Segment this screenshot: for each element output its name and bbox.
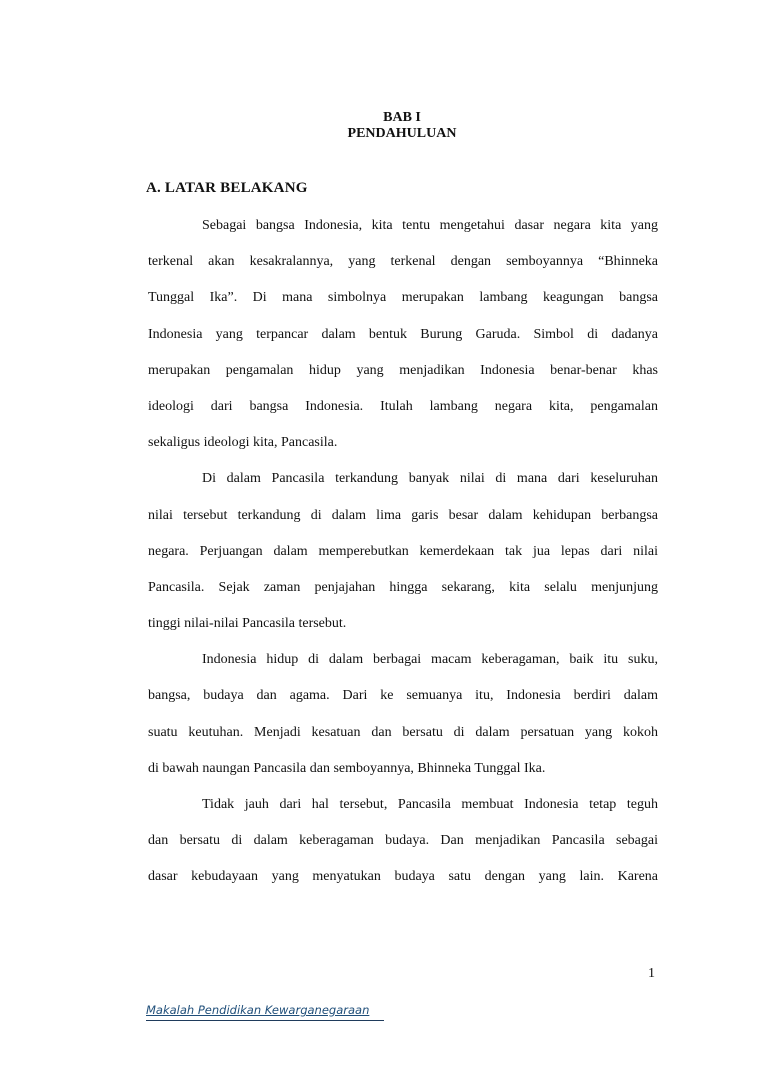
footer-text: Makalah Pendidikan Kewarganegaraan [146, 1003, 370, 1017]
line-text: Di dalam Pancasila terkandung banyak nilai di mana dari keseluruhan [202, 471, 658, 487]
line-text: Indonesia hidup di dalam berbagai macam keberagaman, baik itu suku, [202, 652, 658, 668]
line-text: dan bersatu di dalam keberagaman budaya. Dan menjadikan Pancasila sebagai [148, 833, 658, 849]
paragraph-line [148, 723, 658, 759]
paragraph-line [148, 469, 658, 505]
line-text: Indonesia yang terpancar dalam bentuk Burung Garuda. Simbol di dadanya [148, 326, 658, 342]
paragraph-line [148, 506, 658, 542]
line-text: negara. Perjuangan dalam memperebutkan kemerdekaan tak jua lepas dari nilai [148, 543, 658, 559]
line-text: ideologi dari bangsa Indonesia. Itulah lambang negara kita, pengamalan [148, 398, 658, 414]
paragraph-line [148, 614, 658, 650]
paragraph-line [148, 288, 658, 324]
paragraph-line [148, 795, 658, 831]
section-title: A. LATAR BELAKANG [146, 180, 308, 196]
paragraph-line [148, 542, 658, 578]
line-text: suatu keutuhan. Menjadi kesatuan dan bersatu di dalam persatuan yang kokoh [148, 724, 658, 740]
line-text: merupakan pengamalan hidup yang menjadikan Indonesia benar-benar khas [148, 362, 658, 378]
line-text: Tidak jauh dari hal tersebut, Pancasila membuat Indonesia tetap teguh [202, 797, 658, 812]
line-text: dasar kebudayaan yang menyatukan budaya satu dengan yang lain. Karena [148, 869, 658, 885]
line-text: Sebagai bangsa Indonesia, kita tentu mengetahui dasar negara kita yang [202, 218, 658, 233]
paragraph-line [148, 433, 658, 469]
paragraph-line [148, 578, 658, 614]
paragraph-line [148, 252, 658, 288]
chapter-number: BAB I [383, 110, 421, 125]
body-text [148, 216, 658, 904]
line-text: nilai tersebut terkandung di dalam lima garis besar dalam kehidupan berbangsa [148, 507, 658, 523]
line-text: terkenal akan kesakralannya, yang terkenal dengan semboyannya “Bhinneka [148, 254, 658, 270]
line-text: di bawah naungan Pancasila dan semboyannya, Bhinneka Tunggal Ika. [148, 760, 546, 776]
paragraph-line [148, 867, 658, 903]
line-text: bangsa, budaya dan agama. Dari ke semuanya itu, Indonesia berdiri dalam [148, 688, 658, 704]
line-text: Pancasila. Sejak zaman penjajahan hingga sekarang, kita selalu menjunjung [148, 579, 658, 595]
paragraph-line [148, 397, 658, 433]
chapter-title: PENDAHULUAN [347, 126, 457, 141]
footer-rule [146, 1020, 384, 1021]
line-text: tinggi nilai-nilai Pancasila tersebut. [148, 616, 347, 632]
paragraph-line [148, 831, 658, 867]
line-text: sekaligus ideologi kita, Pancasila. [148, 435, 338, 451]
paragraph-line [148, 650, 658, 686]
page-number: 1 [648, 966, 655, 981]
paragraph-line [148, 325, 658, 361]
paragraph-line [148, 216, 658, 252]
paragraph-line [148, 759, 658, 795]
line-text: Tunggal Ika”. Di mana simbolnya merupakan lambang keagungan bangsa [148, 290, 658, 306]
paragraph-line [148, 361, 658, 397]
paragraph-line [148, 686, 658, 722]
